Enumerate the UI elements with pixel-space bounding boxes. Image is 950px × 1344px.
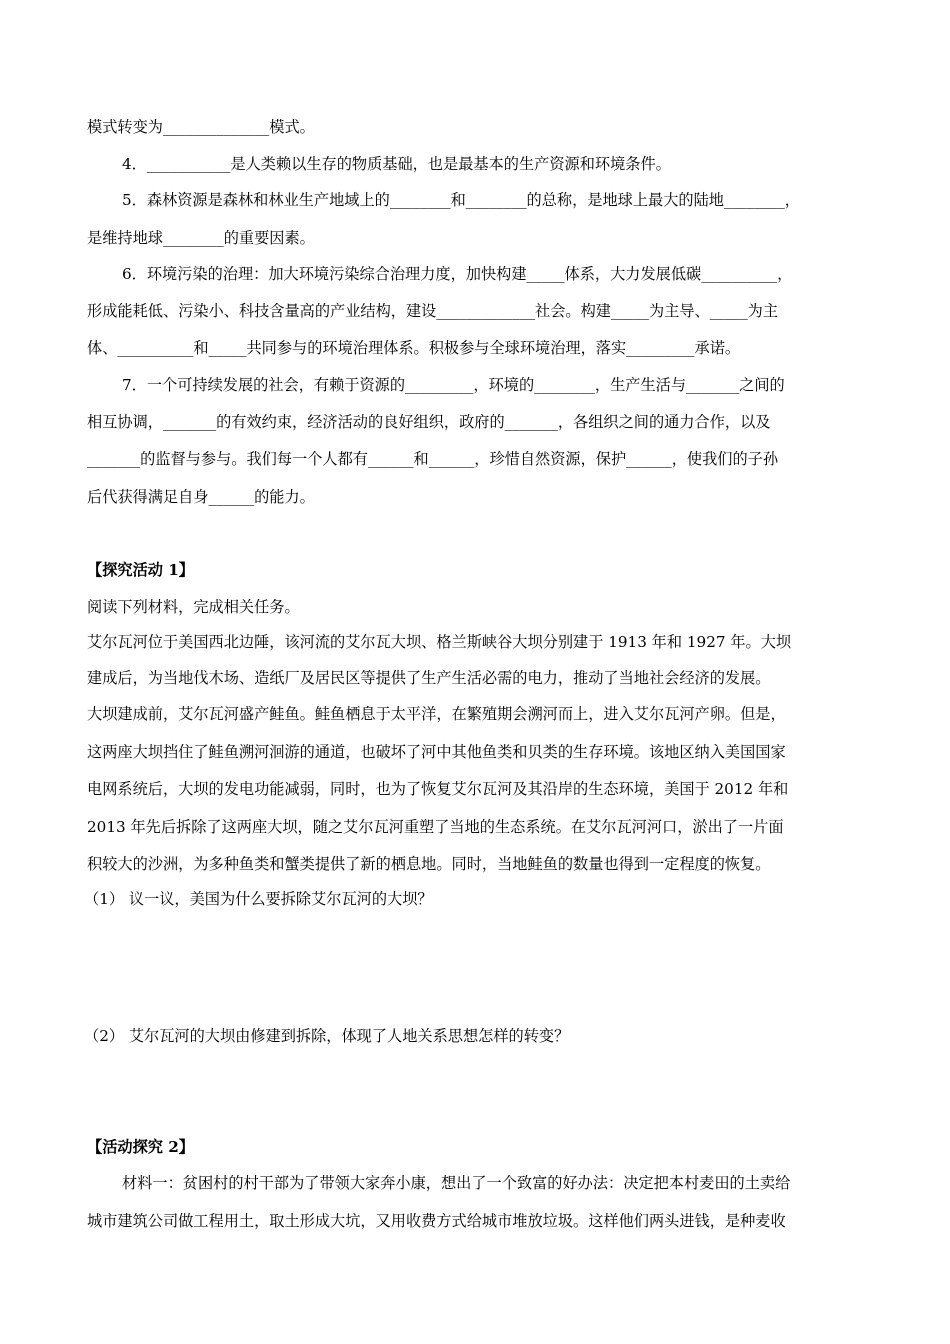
question-2: （2） 艾尔瓦河的大坝由修建到拆除，体现了人地关系思想怎样的转变？	[84, 1027, 570, 1045]
text-line-13: 阅读下列材料，完成相关任务。	[87, 598, 300, 616]
text-line-5: 6．环境污染的治理：加大环境污染综合治理力度，加快构建_____体系，大力发展低碳__________，	[122, 265, 793, 283]
text-line-9: 相互协调，_______的有效约束，经济活动的良好组织，政府的_______，各组织之间的通力合作，以及	[87, 413, 771, 431]
text-line-3: 5．森林资源是森林和林业生产地域上的________和________的总称，是地球上最大的陆地________，	[122, 191, 800, 209]
text-line-20: 积较大的沙洲，为多种鱼类和蟹类提供了新的栖息地。同时，当地鲑鱼的数量也得到一定程度的恢复。	[87, 855, 771, 873]
section-heading-inquiry-1: 【探究活动 1】	[87, 561, 194, 579]
text-line-16: 大坝建成前，艾尔瓦河盛产鲑鱼。鲑鱼栖息于太平洋，在繁殖期会溯河而上，进入艾尔瓦河产卵。但是，	[87, 705, 786, 723]
text-line-19: 2013 年先后拆除了这两座大坝，随之艾尔瓦河重塑了当地的生态系统。在艾尔瓦河河口，淤出了一片面	[87, 818, 784, 836]
text-line-1: 模式转变为______________模式。	[87, 118, 315, 136]
text-line-17: 这两座大坝挡住了鲑鱼溯河洄游的通道，也破坏了河中其他鱼类和贝类的生存环境。该地区纳入美国国家	[87, 743, 786, 761]
text-line-11: 后代获得满足自身______的能力。	[87, 488, 315, 506]
text-line-14: 艾尔瓦河位于美国西北边陲，该河流的艾尔瓦大坝、格兰斯峡谷大坝分别建于 1913 年和 1927 年。大坝	[87, 633, 792, 651]
text-line-24: 材料一：贫困村的村干部为了带领大家奔小康，想出了一个致富的好办法：决定把本村麦田的土卖给	[122, 1174, 791, 1192]
text-line-4: 是维持地球________的重要因素。	[87, 229, 315, 247]
text-line-2: 4．___________是人类赖以生存的物质基础，也是最基本的生产资源和环境条件。	[122, 155, 671, 173]
text-line-6: 形成能耗低、污染小、科技含量高的产业结构，建设_____________社会。构建_____为主导、_____为主	[87, 302, 779, 320]
section-heading-inquiry-2: 【活动探究 2】	[87, 1138, 194, 1156]
text-line-25: 城市建筑公司做工程用土，取土形成大坑，又用收费方式给城市堆放垃圾。这样他们两头进钱，是种麦收	[87, 1212, 786, 1230]
question-1: （1） 议一议，美国为什么要拆除艾尔瓦河的大坝？	[84, 890, 433, 908]
text-line-18: 电网系统后，大坝的发电功能减弱，同时，也为了恢复艾尔瓦河及其沿岸的生态环境，美国于 2012 年和	[87, 780, 789, 798]
text-line-10: _______的监督与参与。我们每一个人都有______和______，珍惜自然资源，保护______，使我们的子孙	[87, 450, 779, 468]
text-line-15: 建成后，为当地伐木场、造纸厂及居民区等提供了生产生活必需的电力，推动了当地社会经济的发展。	[87, 669, 771, 687]
text-line-7: 体、__________和_____共同参与的环境治理体系。积极参与全球环境治理，落实_________承诺。	[87, 339, 741, 357]
text-line-8: 7．一个可持续发展的社会，有赖于资源的_________，环境的________，生产生活与_______之间的	[122, 376, 785, 394]
